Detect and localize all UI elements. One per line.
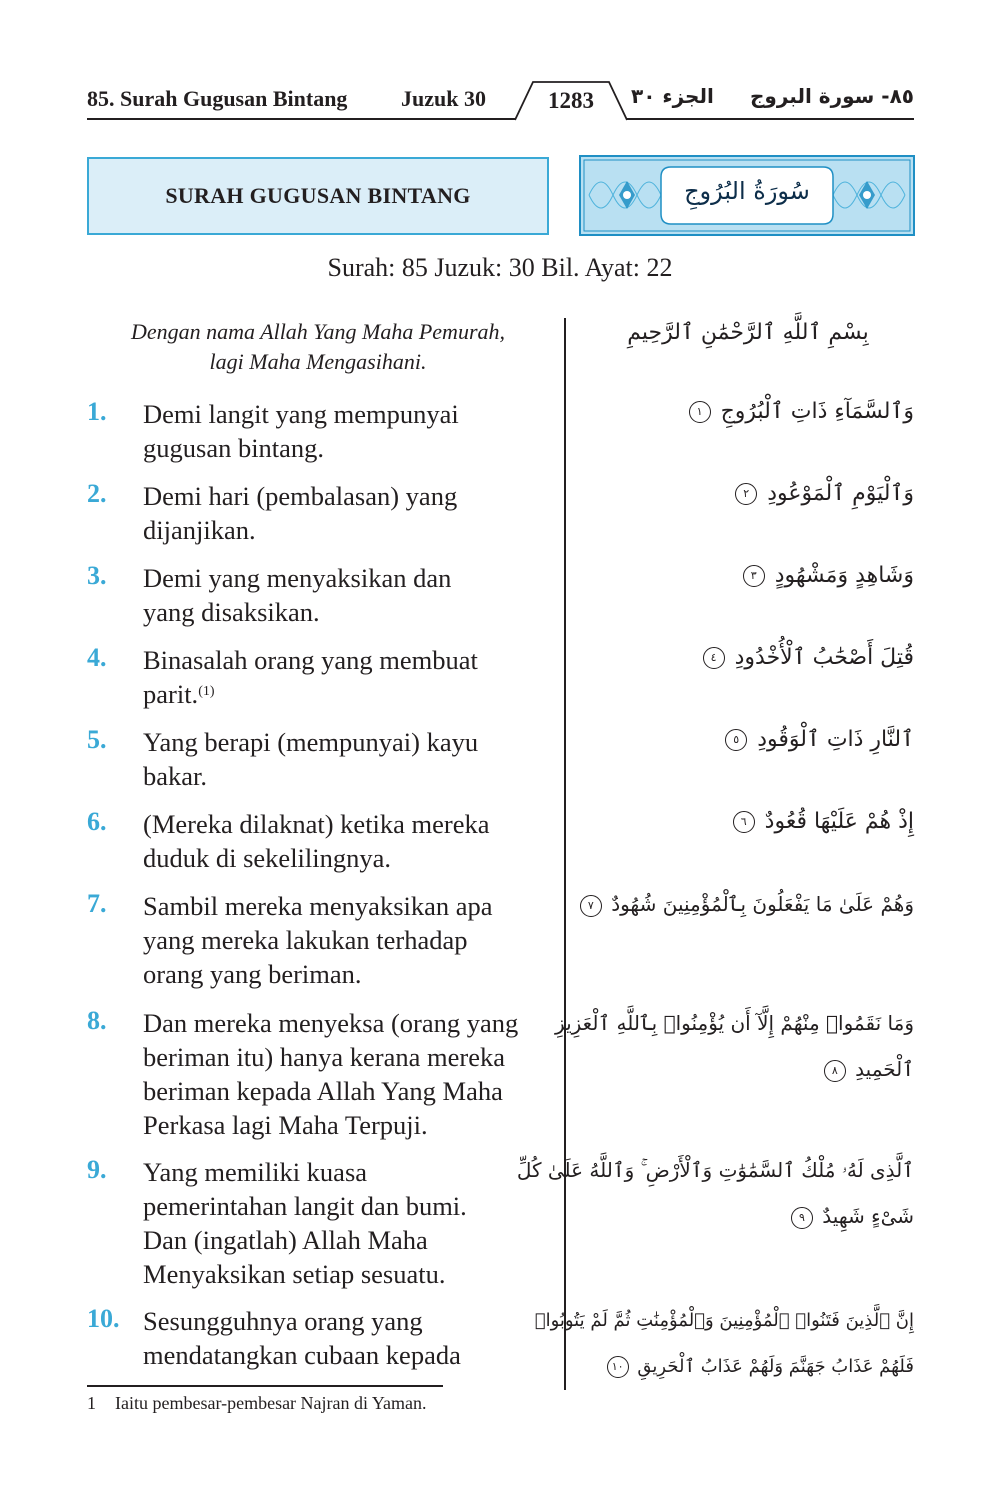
verse-arabic — [582, 717, 914, 763]
arabic-line — [582, 471, 914, 517]
verse-line — [143, 677, 561, 711]
verse-translation — [143, 643, 561, 711]
page-number: 1283 — [548, 88, 594, 113]
ayah-end-marker: ٩ — [791, 1207, 813, 1229]
verse-line: Perkasa lagi Maha Terpuji. — [143, 1110, 428, 1140]
verse-line: orang yang beriman. — [143, 959, 362, 989]
verse-arabic — [582, 635, 914, 681]
basmala-translation — [87, 317, 549, 377]
arabic-text: وَٱلْيَوْمِ ٱلْمَوْعُودِ — [767, 481, 914, 506]
arabic-line — [582, 1046, 914, 1092]
verse-arabic — [582, 389, 914, 435]
footnote-rule — [87, 1385, 443, 1387]
arabic-text: وَشَاهِدٍ وَمَشْهُودٍ — [774, 563, 914, 588]
page-number-tab — [515, 80, 627, 124]
arabic-text: وَٱلسَّمَآءِ ذَاتِ ٱلْبُرُوجِ — [720, 399, 914, 424]
verse-arabic — [582, 553, 914, 599]
verse-line-text: parit. — [143, 679, 199, 709]
verse-line: Binasalah orang yang membuat — [143, 645, 478, 675]
verse-arabic — [555, 1000, 914, 1092]
header-arabic-surah: ٨٥- سورة البروج — [750, 84, 914, 108]
verse-translation — [143, 397, 561, 465]
arabic-line — [582, 799, 914, 845]
verse-translation — [143, 725, 561, 793]
verse-number: 8. — [87, 1006, 107, 1035]
arabic-line — [582, 1193, 914, 1239]
arabic-line — [582, 881, 914, 927]
footnote — [87, 1393, 427, 1414]
surah-info-line: Surah: 85 Juzuk: 30 Bil. Ayat: 22 — [327, 253, 673, 282]
verse-line: duduk di sekelilingnya. — [143, 843, 392, 873]
arabic-title-ornament — [579, 155, 915, 236]
arabic-line: ٱلَّذِى لَهُۥ مُلْكُ ٱلسَّمَٰوَٰتِ وَٱلْأَرْضِ ۚ وَٱللَّهُ عَلَىٰ كُلِّ — [516, 1158, 914, 1182]
verse-translation — [143, 1006, 561, 1142]
column-divider — [564, 318, 566, 1390]
verse-translation — [143, 561, 561, 629]
arabic-text: إِذْ هُمْ عَلَيْهَا قُعُودٌ — [764, 809, 914, 834]
ayah-end-marker: ٢ — [735, 483, 757, 505]
arabic-line — [582, 717, 914, 763]
ayah-end-marker: ٥ — [725, 729, 747, 751]
verse-arabic — [582, 471, 914, 517]
ayah-end-marker: ٦ — [733, 811, 755, 833]
verse-translation — [143, 889, 561, 991]
verse-number: 3. — [87, 561, 107, 590]
arabic-line: وَمَا نَقَمُوا۟ مِنْهُمْ إِلَّآ أَن يُؤْمِنُوا۟ بِٱللَّهِ ٱلْعَزِيزِ — [555, 1011, 914, 1035]
verse-arabic — [582, 799, 914, 845]
arabic-text: ٱلْحَمِيدِ — [855, 1057, 914, 1081]
verse-arabic — [516, 1147, 914, 1239]
verse-line: Demi yang menyaksikan dan — [143, 563, 452, 593]
footnote-text: Iaitu pembesar-pembesar Najran di Yaman. — [115, 1393, 427, 1413]
verse-number: 5. — [87, 725, 107, 754]
surah-title: SURAH GUGUSAN BINTANG — [165, 183, 471, 208]
header-rule — [87, 118, 914, 120]
verse-number: 4. — [87, 643, 107, 672]
verse-translation — [143, 1304, 561, 1372]
arabic-line — [582, 635, 914, 681]
verse-line: yang disaksikan. — [143, 597, 320, 627]
footnote-number: 1 — [87, 1393, 96, 1413]
verse-line: beriman itu) hanya kerana mereka — [143, 1042, 505, 1072]
verse-number: 7. — [87, 889, 107, 918]
arabic-text: ٱلنَّارِ ذَاتِ ٱلْوَقُودِ — [757, 727, 914, 752]
verse-line: Dan mereka menyeksa (orang yang — [143, 1008, 519, 1038]
verse-number: 6. — [87, 807, 107, 836]
verse-line: Demi langit yang mempunyai — [143, 399, 459, 429]
verse-line: pemerintahan langit dan bumi. — [143, 1191, 467, 1221]
verse-line: Demi hari (pembalasan) yang — [143, 481, 458, 511]
verse-line: yang mereka lakukan terhadap — [143, 925, 468, 955]
verse-line: Yang berapi (mempunyai) kayu — [143, 727, 479, 757]
verse-line: dijanjikan. — [143, 515, 256, 545]
verse-line: beriman kepada Allah Yang Maha — [143, 1076, 503, 1106]
ayah-end-marker: ١ — [689, 401, 711, 423]
arabic-text: وَهُمْ عَلَىٰ مَا يَفْعَلُونَ بِٱلْمُؤْمِنِينَ شُهُودٌ — [611, 892, 914, 916]
basmala-line-2: lagi Maha Mengasihani. — [209, 349, 427, 374]
footnote-reference: (1) — [198, 684, 215, 699]
verse-arabic — [582, 881, 914, 927]
ayah-end-marker: ٣ — [743, 565, 765, 587]
arabic-line — [582, 389, 914, 435]
ayah-end-marker: ١٠ — [607, 1356, 629, 1378]
running-header — [87, 80, 914, 128]
verse-arabic — [534, 1298, 914, 1390]
verse-number: 10. — [87, 1304, 120, 1333]
arabic-text: قُتِلَ أَصْحَٰبُ ٱلْأُخْدُودِ — [734, 645, 914, 670]
header-juz-label: Juzuk 30 — [401, 86, 486, 111]
header-arabic-juz: الجزء ٣٠ — [631, 84, 714, 108]
arabic-text: شَىْءٍ شَهِيدٌ — [822, 1204, 914, 1228]
ayah-end-marker: ٧ — [580, 895, 602, 917]
verse-line: mendatangkan cubaan kepada — [143, 1340, 461, 1370]
arabic-line: إِنَّ ٱلَّذِينَ فَتَنُوا۟ ٱلْمُؤْمِنِينَ وَٱلْمُؤْمِنَٰتِ ثُمَّ لَمْ يَتُوبُوا۟ — [534, 1310, 914, 1331]
arabic-surah-title: سُورَةُ البُرُوجِ — [684, 177, 810, 205]
verse-line: Sambil mereka menyaksikan apa — [143, 891, 493, 921]
verse-number: 2. — [87, 479, 107, 508]
verse-number: 1. — [87, 397, 107, 426]
verse-line: (Mereka dilaknat) ketika mereka — [143, 809, 490, 839]
arabic-line — [582, 1344, 914, 1390]
arabic-line — [582, 553, 914, 599]
header-surah-label: 85. Surah Gugusan Bintang — [87, 86, 348, 111]
ayah-end-marker: ٤ — [703, 647, 725, 669]
basmala-arabic: بِسْمِ ٱللَّهِ ٱلرَّحْمَٰنِ ٱلرَّحِيمِ — [627, 320, 869, 345]
verse-line: bakar. — [143, 761, 208, 791]
verse-line: Menyaksikan setiap sesuatu. — [143, 1259, 446, 1289]
ayah-end-marker: ٨ — [824, 1060, 846, 1082]
verse-translation — [143, 479, 561, 547]
verse-line: Sesungguhnya orang yang — [143, 1306, 423, 1336]
basmala-line-1: Dengan nama Allah Yang Maha Pemurah, — [131, 319, 505, 344]
verse-translation — [143, 807, 561, 875]
verse-translation — [143, 1155, 561, 1291]
verse-line: gugusan bintang. — [143, 433, 325, 463]
arabic-text: فَلَهُمْ عَذَابُ جَهَنَّمَ وَلَهُمْ عَذَابُ ٱلْحَرِيقِ — [637, 1356, 914, 1377]
verse-number: 9. — [87, 1155, 107, 1184]
verse-line: Yang memiliki kuasa — [143, 1157, 368, 1187]
surah-title-box — [87, 157, 549, 235]
verse-line: Dan (ingatlah) Allah Maha — [143, 1225, 428, 1255]
